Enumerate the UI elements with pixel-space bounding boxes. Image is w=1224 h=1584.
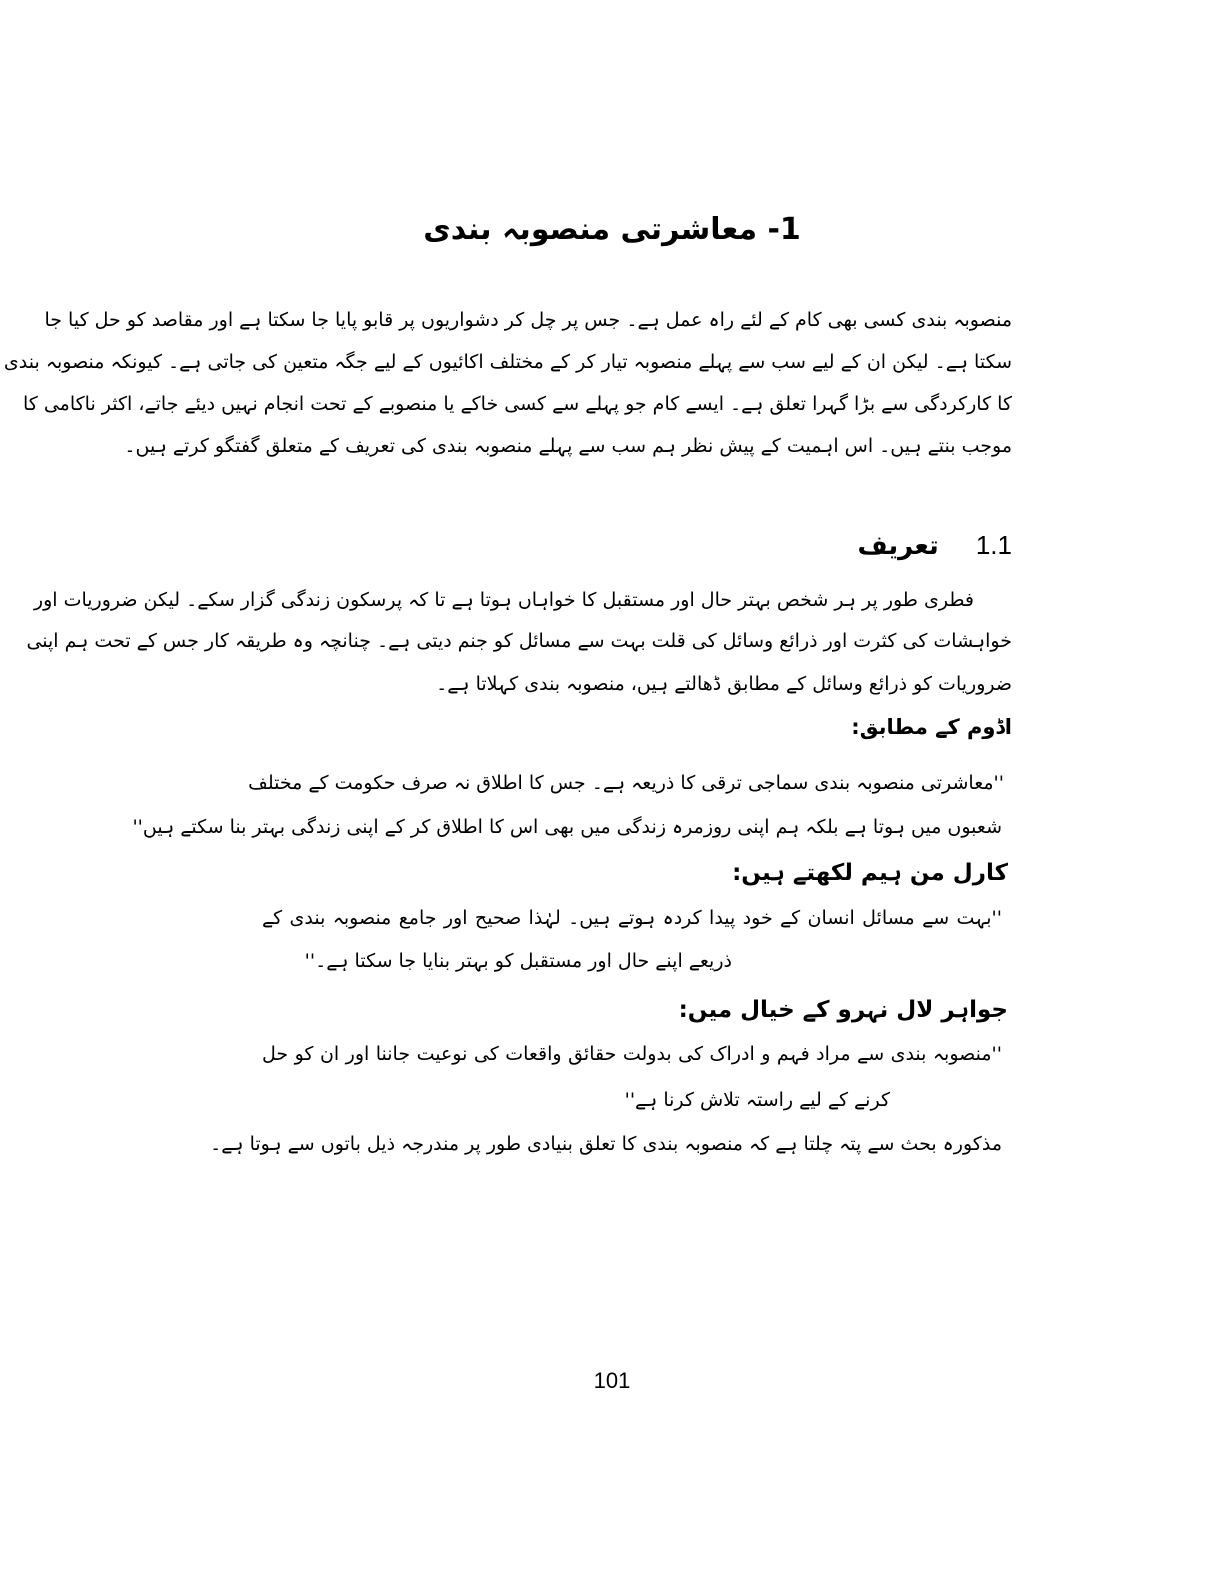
intro-line: موجب بنتے ہیں۔ اس اہمیت کے پیش نظر ہم سب سے پہلے منصوبہ بندی کی تعریف کے متعلق گفتگو کرتے ہیں۔ xyxy=(124,435,1012,457)
karl-heading: کارل من ہیم لکھتے ہیں: xyxy=(732,860,1008,886)
page-title: 1- معاشرتی منصوبہ بندی xyxy=(423,212,801,247)
nehru-quote-line: ''منصوبہ بندی سے مراد فہم و ادراک کی بدولت حقائق واقعات کی نوعیت جاننا اور ان کو حل xyxy=(262,1043,1002,1065)
page-number: 101 xyxy=(593,1368,631,1393)
conclusion-line: مذکورہ بحث سے پتہ چلتا ہے کہ منصوبہ بندی کا تعلق بنیادی طور پر مندرجہ ذیل باتوں سے ہوتا ہے۔ xyxy=(210,1133,1002,1155)
intro-line: سکتا ہے۔ لیکن ان کے لیے سب سے پہلے منصوبہ تیار کر کے مختلف اکائیوں کے لیے جگہ متعین کی جاتی ہے۔ کیونکہ منصوبہ بندی xyxy=(3,351,1012,373)
intro-line: کا کارکردگی سے بڑا گہرا تعلق ہے۔ ایسے کام جو پہلے سے کسی خاکے یا منصوبے کے تحت انجام نہیں دیئے جاتے، اکثر ناکامی کا xyxy=(22,393,1012,415)
section-title: تعریف xyxy=(857,531,939,561)
adom-heading: اڈوم کے مطابق: xyxy=(851,715,1012,739)
definition-line: خواہشات کی کثرت اور ذرائع وسائل کی قلت بہت سے مسائل کو جنم دیتی ہے۔ چنانچہ وہ طریقہ کار جس کے تحت ہم اپنی xyxy=(26,630,1012,652)
nehru-heading: جواہر لال نہرو کے خیال میں: xyxy=(678,997,1008,1023)
definition-line: فطری طور پر ہر شخص بہتر حال اور مستقبل کا خواہاں ہوتا ہے تا کہ پرسکون زندگی گزار سکے۔ لیکن ضروریات اور xyxy=(33,589,974,611)
nehru-quote-line: کرنے کے لیے راستہ تلاش کرنا ہے'' xyxy=(624,1089,890,1111)
karl-quote-line: ''بہت سے مسائل انسان کے خود پیدا کردہ ہوتے ہیں۔ لہٰذا صحیح اور جامع منصوبہ بندی کے xyxy=(262,907,1002,929)
section-heading xyxy=(857,530,1012,561)
definition-line: ضروریات کو ذرائع وسائل کے مطابق ڈھالتے ہیں، منصوبہ بندی کہلاتا ہے۔ xyxy=(436,673,1012,695)
adom-quote-line: ''معاشرتی منصوبہ بندی سماجی ترقی کا ذریعہ ہے۔ جس کا اطلاق نہ صرف حکومت کے مختلف xyxy=(248,772,1004,794)
adom-quote-line: شعبوں میں ہوتا ہے بلکہ ہم اپنی روزمرہ زندگی میں بھی اس کا اطلاق کر کے اپنی زندگی بہتر بنا سکتے ہیں'' xyxy=(132,816,1002,838)
section-number: 1.1 xyxy=(975,530,1012,560)
intro-line: منصوبہ بندی کسی بھی کام کے لئے راہ عمل ہے۔ جس پر چل کر دشواریوں پر قابو پایا جا سکتا ہے اور مقاصد کو حل کیا جا xyxy=(44,309,1012,331)
karl-quote-line: ذریعے اپنے حال اور مستقبل کو بہتر بنایا جا سکتا ہے۔'' xyxy=(304,950,732,972)
